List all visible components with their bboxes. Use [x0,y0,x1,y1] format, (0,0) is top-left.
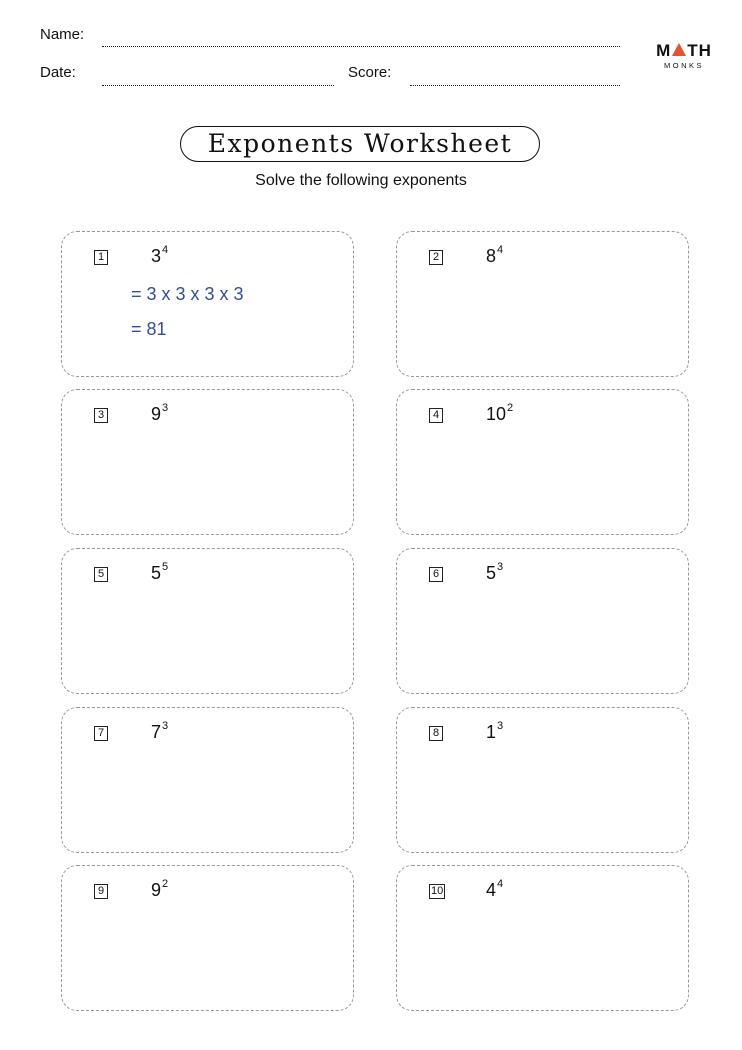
base: 7 [151,722,162,742]
worksheet-subtitle: Solve the following exponents [255,172,467,189]
problem-card-10[interactable] [396,865,689,1011]
problem-card-3[interactable] [61,389,354,535]
problem-card-2[interactable] [396,231,689,377]
base: 8 [486,246,497,266]
answer-line: = 81 [131,319,167,339]
worksheet-title: Exponents Worksheet [180,126,540,162]
triangle-icon [672,43,686,56]
base: 9 [151,880,162,900]
problem-card-8[interactable] [396,707,689,853]
question-number: 5 [94,567,108,582]
exponent: 5 [162,561,169,573]
problem-card-9[interactable] [61,865,354,1011]
exponent-expression [151,880,168,901]
exponent-expression [486,563,503,584]
question-number: 2 [429,250,443,265]
question-number: 3 [94,408,108,423]
question-number: 9 [94,884,108,899]
question-number: 7 [94,726,108,741]
answer-line: = 3 x 3 x 3 x 3 [131,284,244,304]
base: 9 [151,404,162,424]
exponent: 2 [162,878,169,890]
base: 4 [486,880,497,900]
question-number: 1 [94,250,108,265]
math-monks-logo [654,42,714,70]
exponent-expression [486,880,503,901]
base: 3 [151,246,162,266]
base: 1 [486,722,497,742]
date-label: Date: [40,64,76,81]
name-label: Name: [40,26,85,43]
exponent-expression [151,404,168,425]
date-field[interactable] [102,85,334,86]
exponent-expression [486,404,513,425]
base: 5 [151,563,162,583]
question-number: 8 [429,726,443,741]
exponent-expression [486,246,503,267]
problem-card-4[interactable] [396,389,689,535]
logo-text-right: TH [687,41,712,60]
exponent: 3 [162,402,169,414]
problem-card-6[interactable] [396,548,689,694]
exponent: 3 [497,561,504,573]
problem-card-1[interactable] [61,231,354,377]
exponent: 2 [507,402,514,414]
name-field[interactable] [102,46,620,47]
score-field[interactable] [410,85,620,86]
problem-card-5[interactable] [61,548,354,694]
exponent: 3 [497,720,504,732]
exponent: 4 [162,244,169,256]
logo-subtext: MONKS [663,61,704,70]
score-label: Score: [348,64,392,81]
exponent-expression [486,722,503,743]
question-number: 6 [429,567,443,582]
question-number: 10 [431,885,444,897]
exponent-expression [151,722,168,743]
base: 10 [486,404,507,424]
problem-card-7[interactable] [61,707,354,853]
base: 5 [486,563,497,583]
exponent: 4 [497,878,504,890]
question-number: 4 [429,408,443,423]
exponent-expression [151,246,168,267]
exponent: 3 [162,720,169,732]
exponent-expression [151,563,168,584]
exponent: 4 [497,244,504,256]
logo-text-left: M [656,41,672,60]
